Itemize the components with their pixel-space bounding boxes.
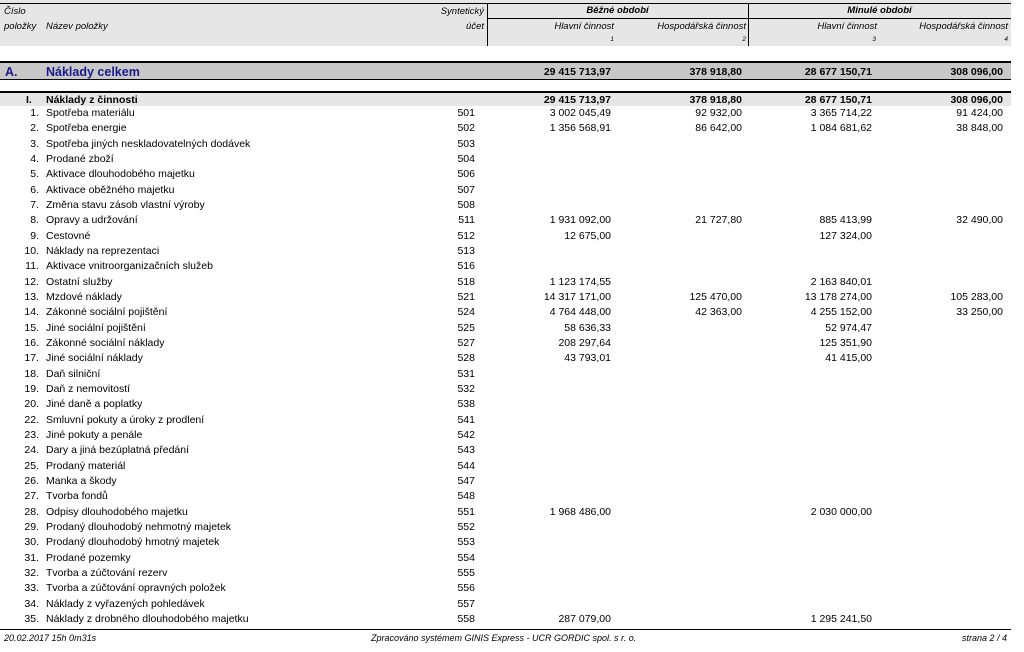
item-account: 528 bbox=[457, 352, 475, 365]
item-account: 542 bbox=[457, 428, 475, 441]
table-row bbox=[0, 259, 1011, 274]
value-current-economic: 86 642,00 bbox=[695, 122, 742, 135]
value-previous-main: 4 255 152,00 bbox=[810, 306, 872, 319]
value-previous-main: 2 163 840,01 bbox=[810, 275, 872, 288]
value-current-main: 1 123 174,55 bbox=[549, 275, 611, 288]
value-current-main: 14 317 171,00 bbox=[543, 290, 611, 303]
footer-timestamp: 20.02.2017 15h 0m31s bbox=[4, 633, 97, 643]
item-number: 31. bbox=[24, 551, 39, 564]
table-row bbox=[0, 321, 1011, 336]
table-row bbox=[0, 198, 1011, 213]
value-current-main: 58 636,33 bbox=[564, 321, 611, 334]
item-account: 525 bbox=[457, 321, 475, 334]
item-name: Daň z nemovitostí bbox=[46, 382, 131, 395]
item-account: 504 bbox=[457, 152, 475, 165]
item-name: Náklady na reprezentaci bbox=[46, 244, 160, 257]
item-name: Aktivace dlouhodobého majetku bbox=[46, 168, 195, 181]
item-name: Jiné sociální náklady bbox=[46, 352, 143, 365]
item-number: 15. bbox=[24, 321, 39, 334]
value-previous-main: 885 413,99 bbox=[819, 214, 872, 227]
value-current-economic: 92 932,00 bbox=[695, 107, 742, 119]
item-account: 547 bbox=[457, 474, 475, 487]
table-row bbox=[0, 121, 1011, 136]
item-account: 501 bbox=[457, 107, 475, 119]
table-row bbox=[0, 413, 1011, 428]
item-number: 19. bbox=[24, 382, 39, 395]
value-previous-economic: 91 424,00 bbox=[956, 107, 1003, 119]
item-number: 5. bbox=[30, 168, 39, 181]
section-a-value-2: 378 918,80 bbox=[689, 66, 742, 78]
item-number: 34. bbox=[24, 597, 39, 610]
item-number: 14. bbox=[24, 306, 39, 319]
table-row bbox=[0, 137, 1011, 152]
economic-activity-label-current: Hospodářská činnost bbox=[657, 21, 746, 32]
value-current-economic: 42 363,00 bbox=[695, 306, 742, 319]
table-row bbox=[0, 581, 1011, 596]
col-number-label: Číslo bbox=[4, 6, 26, 17]
value-previous-main: 2 030 000,00 bbox=[810, 505, 872, 518]
cost-items-table bbox=[0, 106, 1011, 627]
item-name: Změna stavu zásob vlastní výroby bbox=[46, 198, 205, 211]
section-a-value-3: 28 677 150,71 bbox=[804, 66, 872, 78]
value-current-main: 208 297,64 bbox=[558, 336, 611, 349]
table-row bbox=[0, 244, 1011, 259]
item-account: 521 bbox=[457, 290, 475, 303]
item-name: Zákonné sociální pojištění bbox=[46, 306, 168, 319]
value-current-main: 1 356 568,91 bbox=[549, 122, 611, 135]
item-account: 556 bbox=[457, 582, 475, 595]
value-previous-main: 1 084 681,62 bbox=[810, 122, 872, 135]
footer-rule bbox=[0, 629, 1011, 630]
item-number: 25. bbox=[24, 459, 39, 472]
item-account: 508 bbox=[457, 198, 475, 211]
item-number: 11. bbox=[25, 260, 39, 273]
item-number: 3. bbox=[30, 137, 39, 150]
item-number: 30. bbox=[24, 536, 39, 549]
item-account: 543 bbox=[457, 444, 475, 457]
item-name: Manka a škody bbox=[46, 474, 117, 487]
table-row bbox=[0, 520, 1011, 535]
table-row bbox=[0, 397, 1011, 412]
item-account: 558 bbox=[457, 612, 475, 625]
item-number: 24. bbox=[24, 444, 39, 457]
section-i-subtotal bbox=[0, 91, 1011, 106]
item-name: Cestovné bbox=[46, 229, 91, 242]
value-previous-main: 41 415,00 bbox=[825, 352, 872, 365]
table-row bbox=[0, 535, 1011, 550]
item-account: 513 bbox=[457, 244, 475, 257]
footer-page-number: strana 2 / 4 bbox=[961, 633, 1007, 643]
table-row bbox=[0, 305, 1011, 320]
item-number: 29. bbox=[24, 520, 39, 533]
main-activity-label-previous: Hlavní činnost bbox=[817, 21, 877, 32]
item-account: 544 bbox=[457, 459, 475, 472]
value-current-main: 1 968 486,00 bbox=[549, 505, 611, 518]
section-a-total bbox=[0, 61, 1011, 80]
table-row bbox=[0, 597, 1011, 612]
period-rule bbox=[487, 18, 1011, 19]
table-row bbox=[0, 351, 1011, 366]
table-row bbox=[0, 459, 1011, 474]
item-number: 35. bbox=[24, 612, 39, 625]
table-row bbox=[0, 336, 1011, 351]
item-name: Jiné sociální pojištění bbox=[46, 321, 146, 334]
table-row bbox=[0, 489, 1011, 504]
section-a-code: A. bbox=[5, 65, 18, 79]
item-name: Opravy a udržování bbox=[46, 214, 138, 227]
item-name: Aktivace oběžného majetku bbox=[46, 183, 175, 196]
item-name: Prodaný dlouhodobý hmotný majetek bbox=[46, 536, 220, 549]
section-i-value-4: 308 096,00 bbox=[950, 94, 1003, 106]
value-previous-economic: 38 848,00 bbox=[956, 122, 1003, 135]
item-number: 33. bbox=[24, 582, 39, 595]
item-name: Daň silniční bbox=[46, 367, 101, 380]
item-account: 541 bbox=[457, 413, 475, 426]
col-account-label-2: účet bbox=[466, 21, 484, 32]
item-number: 27. bbox=[24, 490, 39, 503]
item-number: 2. bbox=[30, 122, 39, 135]
item-account: 551 bbox=[457, 505, 475, 518]
item-number: 18. bbox=[24, 367, 39, 380]
item-name: Mzdové náklady bbox=[46, 290, 122, 303]
item-number: 22. bbox=[24, 413, 39, 426]
item-account: 502 bbox=[457, 122, 475, 135]
table-row bbox=[0, 290, 1011, 305]
value-current-economic: 21 727,80 bbox=[695, 214, 742, 227]
item-number: 4. bbox=[30, 152, 39, 165]
item-name: Jiné daně a poplatky bbox=[46, 398, 143, 411]
section-i-value-2: 378 918,80 bbox=[689, 94, 742, 106]
table-row bbox=[0, 428, 1011, 443]
item-account: 503 bbox=[457, 137, 475, 150]
table-row bbox=[0, 106, 1011, 121]
col-number-label-2: položky bbox=[4, 21, 37, 32]
item-number: 12. bbox=[24, 275, 39, 288]
section-a-value-1: 29 415 713,97 bbox=[543, 66, 611, 78]
header-top-rule bbox=[0, 3, 1011, 4]
table-row bbox=[0, 566, 1011, 581]
item-account: 532 bbox=[457, 382, 475, 395]
item-name: Spotřeba jiných neskladovatelných dodávek bbox=[46, 137, 251, 150]
item-account: 554 bbox=[457, 551, 475, 564]
item-account: 512 bbox=[457, 229, 475, 242]
item-number: 13. bbox=[24, 290, 39, 303]
section-i-title: Náklady z činnosti bbox=[46, 94, 138, 106]
item-account: 506 bbox=[457, 168, 475, 181]
value-current-main: 1 931 092,00 bbox=[549, 214, 611, 227]
item-account: 557 bbox=[457, 597, 475, 610]
value-previous-economic: 33 250,00 bbox=[956, 306, 1003, 319]
table-row bbox=[0, 213, 1011, 228]
item-account: 538 bbox=[457, 398, 475, 411]
section-i-value-3: 28 677 150,71 bbox=[804, 94, 872, 106]
table-row bbox=[0, 612, 1011, 627]
item-number: 32. bbox=[24, 566, 39, 579]
item-number: 7. bbox=[30, 198, 39, 211]
value-current-economic: 125 470,00 bbox=[689, 290, 742, 303]
item-account: 553 bbox=[457, 536, 475, 549]
item-number: 10. bbox=[24, 244, 39, 257]
value-current-main: 4 764 448,00 bbox=[549, 306, 611, 319]
item-name: Prodané pozemky bbox=[46, 551, 131, 564]
item-name: Jiné pokuty a penále bbox=[46, 428, 143, 441]
item-account: 507 bbox=[457, 183, 475, 196]
col-index-3: 3 bbox=[872, 36, 876, 43]
section-a-value-4: 308 096,00 bbox=[950, 66, 1003, 78]
item-account: 531 bbox=[457, 367, 475, 380]
section-a-title: Náklady celkem bbox=[46, 65, 140, 79]
table-row bbox=[0, 382, 1011, 397]
main-activity-label-current: Hlavní činnost bbox=[554, 21, 614, 32]
col-name-label: Název položky bbox=[46, 21, 108, 32]
item-account: 518 bbox=[457, 275, 475, 288]
item-account: 552 bbox=[457, 520, 475, 533]
table-row bbox=[0, 474, 1011, 489]
item-account: 548 bbox=[457, 490, 475, 503]
item-name: Prodaný dlouhodobý nehmotný majetek bbox=[46, 520, 232, 533]
value-current-main: 12 675,00 bbox=[564, 229, 611, 242]
value-previous-main: 13 178 274,00 bbox=[804, 290, 872, 303]
item-number: 9. bbox=[30, 229, 39, 242]
table-row bbox=[0, 551, 1011, 566]
value-previous-economic: 105 283,00 bbox=[950, 290, 1003, 303]
item-account: 555 bbox=[457, 566, 475, 579]
value-previous-main: 125 351,90 bbox=[819, 336, 872, 349]
item-name: Dary a jiná bezúplatná předání bbox=[46, 444, 190, 457]
item-account: 516 bbox=[457, 260, 475, 273]
item-account: 524 bbox=[457, 306, 475, 319]
col-index-1: 1 bbox=[610, 36, 614, 43]
item-number: 6. bbox=[30, 183, 39, 196]
item-name: Smluvní pokuty a úroky z prodlení bbox=[46, 413, 205, 426]
item-account: 527 bbox=[457, 336, 475, 349]
item-number: 20. bbox=[24, 398, 39, 411]
item-name: Prodané zboží bbox=[46, 152, 114, 165]
item-number: 16. bbox=[24, 336, 39, 349]
item-number: 23. bbox=[24, 428, 39, 441]
item-name: Zákonné sociální náklady bbox=[46, 336, 165, 349]
table-row bbox=[0, 505, 1011, 520]
period-previous-label: Minulé období bbox=[847, 5, 912, 16]
item-name: Tvorba a zúčtování rezerv bbox=[46, 566, 168, 579]
value-current-main: 43 793,01 bbox=[564, 352, 611, 365]
item-number: 17. bbox=[24, 352, 39, 365]
value-current-main: 287 079,00 bbox=[558, 612, 611, 625]
value-current-main: 3 002 045,49 bbox=[549, 107, 611, 119]
item-number: 8. bbox=[30, 214, 39, 227]
item-name: Odpisy dlouhodobého majetku bbox=[46, 505, 188, 518]
footer-processed-by: Zpracováno systémem GINIS Express - UCR GORDIC spol. s r. o. bbox=[371, 633, 637, 643]
item-name: Tvorba fondů bbox=[46, 490, 108, 503]
table-row bbox=[0, 152, 1011, 167]
value-previous-economic: 32 490,00 bbox=[956, 214, 1003, 227]
table-row bbox=[0, 443, 1011, 458]
item-name: Aktivace vnitroorganizačních služeb bbox=[46, 260, 213, 273]
economic-activity-label-previous: Hospodářská činnost bbox=[919, 21, 1008, 32]
col-account-label: Syntetický bbox=[440, 6, 484, 17]
item-number: 26. bbox=[24, 474, 39, 487]
item-number: 28. bbox=[24, 505, 39, 518]
item-name: Ostatní služby bbox=[46, 275, 113, 288]
col-index-4: 4 bbox=[1004, 36, 1008, 43]
table-row bbox=[0, 275, 1011, 290]
item-name: Spotřeba materiálu bbox=[46, 107, 135, 119]
item-number: 1. bbox=[30, 107, 39, 119]
item-name: Prodaný materiál bbox=[46, 459, 126, 472]
value-previous-main: 3 365 714,22 bbox=[810, 107, 872, 119]
item-name: Náklady z vyřazených pohledávek bbox=[46, 597, 205, 610]
value-previous-main: 127 324,00 bbox=[819, 229, 872, 242]
col-index-2: 2 bbox=[742, 36, 746, 43]
section-i-value-1: 29 415 713,97 bbox=[543, 94, 611, 106]
value-previous-main: 52 974,47 bbox=[825, 321, 872, 334]
item-name: Tvorba a zúčtování opravných položek bbox=[46, 582, 226, 595]
table-row bbox=[0, 367, 1011, 382]
value-previous-main: 1 295 241,50 bbox=[810, 612, 872, 625]
item-name: Spotřeba energie bbox=[46, 122, 127, 135]
table-row bbox=[0, 167, 1011, 182]
item-name: Náklady z drobného dlouhodobého majetku bbox=[46, 612, 249, 625]
item-account: 511 bbox=[458, 214, 475, 227]
section-i-code: I. bbox=[26, 94, 32, 106]
table-row bbox=[0, 183, 1011, 198]
period-current-label: Běžné období bbox=[586, 5, 649, 16]
table-row bbox=[0, 229, 1011, 244]
